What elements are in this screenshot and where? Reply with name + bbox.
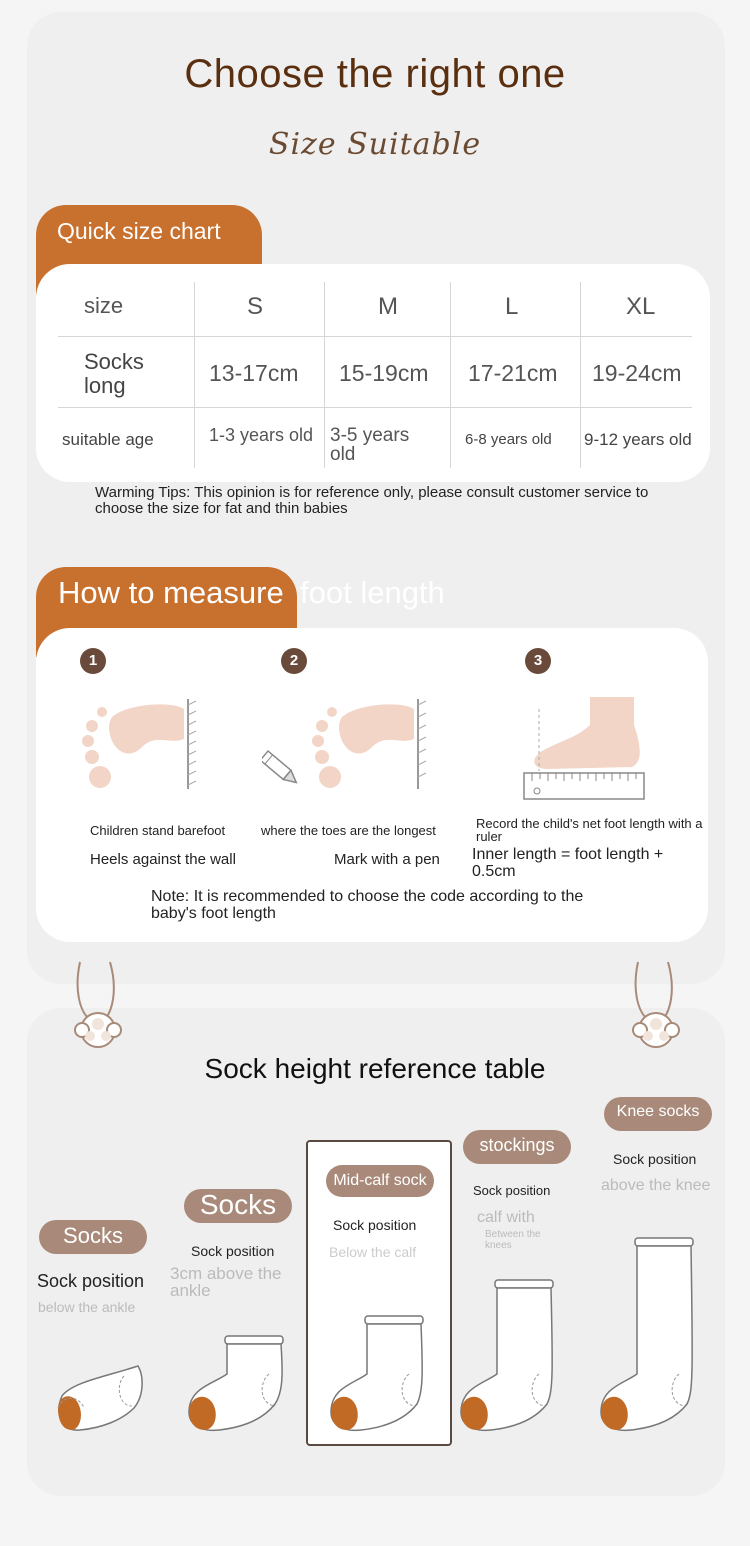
row-label-socks-long: Socks long [84,349,144,398]
table-divider [324,282,325,468]
age-l: 6-8 years old [465,431,552,448]
mid-calf-sock-icon [327,1314,427,1434]
foot-pen-icon [262,695,432,795]
age-xl: 9-12 years old [584,430,692,449]
sock-1-position: Sock position [37,1271,145,1291]
table-divider [58,336,692,337]
knee-sock-icon [597,1236,697,1434]
step-1-badge: 1 [80,648,106,674]
age-s: 1-3 years old [209,425,314,445]
stocking-sock-icon [457,1278,557,1434]
row-label-suitable-age: suitable age [62,430,154,449]
sock-1-desc: below the ankle [38,1299,136,1315]
measure-tab-label-rest: foot length [300,575,445,610]
sock-4-desc-2: Between the knees [485,1229,541,1251]
page-subtitle: Size Suitable [268,127,482,162]
sock-2-position: Sock position [191,1243,275,1259]
step-1-sub: Heels against the wall [90,851,236,868]
age-m: 3-5 years old [330,425,410,465]
sock-pill-mid-calf: Mid-calf sock [326,1165,434,1197]
table-header-xl: XL [626,293,656,320]
sock-5-desc: above the knee [601,1177,711,1194]
sock-table-title: Sock height reference table [204,1053,546,1084]
sock-pill-socks: Socks [184,1189,292,1223]
sock-pill-ankle: Socks [39,1220,147,1254]
foot-wall-icon [78,695,203,795]
step-3-badge: 3 [525,648,551,674]
sock-pill-knee: Knee socks [604,1097,712,1131]
paw-hanger-icon [624,960,688,1052]
foot-ruler-icon [520,695,650,803]
length-l: 17-21cm [468,360,558,386]
sock-3-desc: Below the calf [329,1244,417,1260]
table-divider [58,407,692,408]
step-2-badge: 2 [281,648,307,674]
size-chart-tab-label: Quick size chart [57,218,221,244]
table-divider [194,282,195,468]
warming-tip: Warming Tips: This opinion is for reference only, please consult customer service to choose the size for fat and thin babies [95,484,649,517]
table-header-m: M [378,293,398,320]
table-divider [580,282,581,468]
measure-note: Note: It is recommended to choose the code according to the baby's foot length [151,888,584,922]
sock-3-position: Sock position [333,1217,417,1233]
sock-4-desc: calf with [477,1209,535,1226]
sock-4-position: Sock position [473,1183,551,1198]
sock-2-desc: 3cm above the ankle [170,1264,282,1300]
length-m: 15-19cm [339,360,429,386]
table-divider [450,282,451,468]
step-1-caption: Children stand barefoot [90,823,226,838]
short-sock-icon [185,1334,289,1434]
ankle-sock-icon [52,1362,148,1434]
step-2-sub: Mark with a pen [334,851,440,868]
paw-hanger-icon [66,960,130,1052]
table-header-size: size [84,293,124,318]
length-s: 13-17cm [209,360,299,386]
length-xl: 19-24cm [592,360,682,386]
table-header-l: L [505,293,519,320]
page-title: Choose the right one [184,52,566,96]
step-3-sub: Inner length = foot length + 0.5cm [472,846,664,880]
table-header-s: S [247,293,264,320]
sock-5-position: Sock position [613,1151,697,1167]
step-3-caption: Record the child's net foot length with a ruler [476,816,703,844]
step-2-caption: where the toes are the longest [261,823,436,838]
measure-tab-label: How to measure [58,575,284,610]
sock-pill-stockings: stockings [463,1130,571,1164]
